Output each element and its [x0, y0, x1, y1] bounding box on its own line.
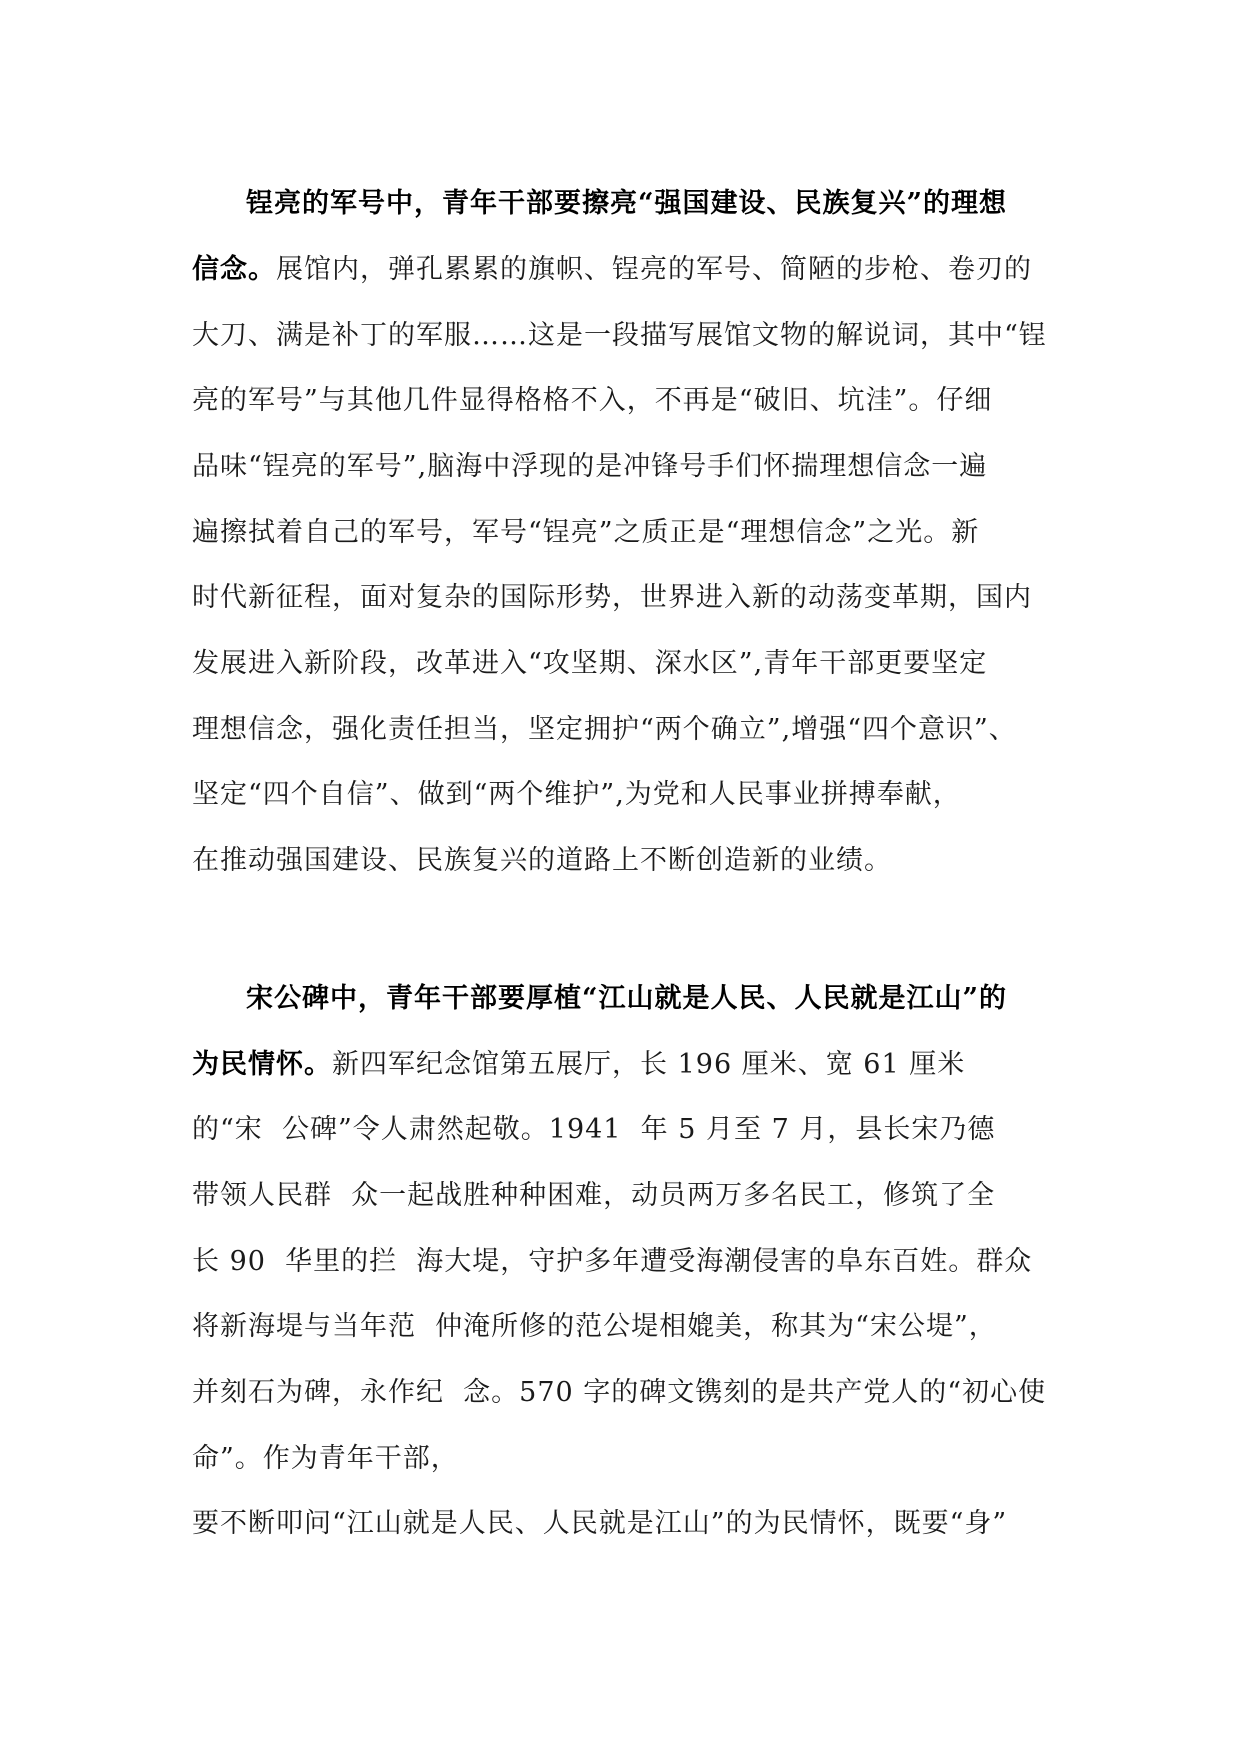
paragraph-1-line-11: 在推动强国建设、民族复兴的道路上不断创造新的业绩。: [192, 845, 892, 876]
paragraph-2-heading-end: 为民情怀。: [192, 1049, 332, 1080]
paragraph-2-line-5: 长 90 华里的拦 海大堤，守护多年遭受海潮侵害的阜东百姓。群众: [192, 1246, 1033, 1277]
paragraph-1-heading-end: 信念。: [192, 254, 276, 285]
paragraph-1-line-9: 理想信念，强化责任担当，坚定拥护“两个确立”,增强“四个意识”、: [192, 714, 1017, 745]
paragraph-2-line-7: 并刻石为碑，永作纪 念。570 字的碑文镌刻的是共产党人的“初心使: [192, 1377, 1047, 1408]
paragraph-2-text: 新四军纪念馆第五展厅，长 196 厘米、宽 61 厘米: [332, 1049, 966, 1080]
paragraph-2-line-8: 命”。作为青年干部，: [192, 1443, 459, 1474]
paragraph-2-heading: 宋公碑中，青年干部要厚植“江山就是人民、人民就是江山”的: [246, 983, 1008, 1014]
paragraph-2-line-3: 的“宋 公碑”令人肃然起敬。1941 年 5 月至 7 月，县长宋乃德: [192, 1114, 996, 1145]
paragraph-2-line-6: 将新海堤与当年范 仲淹所修的范公堤相媲美，称其为“宋公堤”，: [192, 1311, 997, 1342]
paragraph-2-line-9: 要不断叩问“江山就是人民、人民就是江山”的为民情怀，既要“身”: [192, 1508, 1008, 1539]
paragraph-1-heading: 锃亮的军号中，青年干部要擦亮“强国建设、民族复兴”的理想: [246, 188, 1008, 219]
paragraph-1-line-3: 大刀、满是补丁的军服……这是一段描写展馆文物的解说词，其中“锃: [192, 320, 1047, 351]
paragraph-1-line-5: 品味“锃亮的军号”,脑海中浮现的是冲锋号手们怀揣理想信念一遍: [192, 451, 988, 482]
paragraph-1-text: 展馆内，弹孔累累的旗帜、锃亮的军号、简陋的步枪、卷刃的: [276, 254, 1032, 285]
paragraph-1-line-2: [192, 250, 1032, 290]
paragraph-1-line-4: 亮的军号”与其他几件显得格格不入，不再是“破旧、坑洼”。仔细: [192, 385, 993, 416]
paragraph-1-line-7: 时代新征程，面对复杂的国际形势，世界进入新的动荡变革期，国内: [192, 582, 1032, 613]
paragraph-1-line-8: 发展进入新阶段，改革进入“攻坚期、深水区”,青年干部更要坚定: [192, 648, 988, 679]
paragraph-2-line-2: [192, 1045, 965, 1085]
paragraph-1-line-10: 坚定“四个自信”、做到“两个维护”,为党和人民事业拼搏奉献，: [192, 779, 961, 810]
paragraph-1-line-6: 遍擦拭着自己的军号，军号“锃亮”之质正是“理想信念”之光。新: [192, 517, 980, 548]
paragraph-2-line-4: 带领人民群 众一起战胜种种困难，动员两万多名民工，修筑了全: [192, 1180, 996, 1211]
